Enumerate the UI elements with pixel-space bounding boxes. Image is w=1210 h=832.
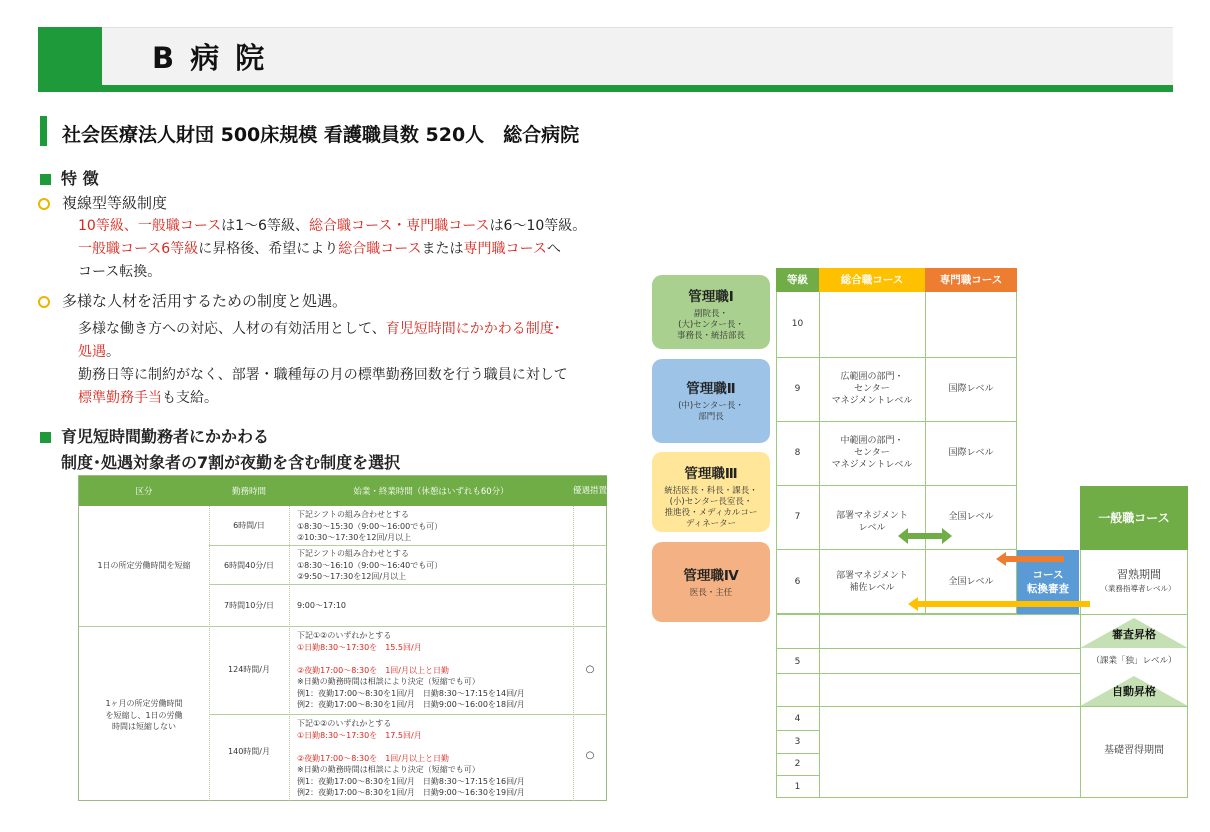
subtitle-accent-bar	[40, 116, 47, 146]
table-header-benefit: 優遇措置	[573, 476, 607, 506]
row2-hours: 6時間40分/日	[224, 561, 274, 570]
g9-specialist-level: 国際レベル	[948, 384, 994, 394]
bidirectional-arrow-icon	[898, 527, 952, 545]
feature-item-1-body: 10等級、一般職コースは1～6等級、総合職コース・専門職コースは6～10等級。 一般職コース6等級に昇格後、希望により総合職コースまたは専門職コースへ コース転換。	[78, 218, 587, 280]
g7-general-level: 部署マネジメント レベル	[836, 511, 908, 533]
feature-item-1-title: 複線型等級制度	[38, 192, 167, 213]
row5-times: 下記①②のいずれかとする ①日勤8:30～17:30を 17.5回/月 ②夜勤17:00～8:30を 1回/月以上と日勤 ※日勤の勤務時間は相談により決定（短縮でも可） 例1：夜勤17:00～8:30を1回/月 日勤8:30～17:15を16回/月 例2：夜勤17:00～8:30を1回/月 日勤9:00～16:30を19回/月	[297, 719, 525, 797]
task-independent-level: （課業「独」レベル）	[1091, 656, 1177, 666]
grade-10: 10	[791, 319, 804, 329]
g9-general-level: 広範囲の部門・ センター マネジメントレベル	[831, 372, 913, 406]
header-specialist-course: 専門職コース	[925, 268, 1017, 292]
row5-hours: 140時間/月	[228, 747, 270, 756]
row4-benefit-mark: ○	[585, 664, 595, 675]
arrow-left-yellow-icon	[908, 597, 1090, 611]
feature-item-2-body: 多様な働き方への対応、人材の有効活用として、育児短時間にかかわる制度･ 処遇。 勤務日等に制約がなく、部署・職種毎の月の標準勤務回数を行う職員に対して 標準勤務手当も支給。	[78, 321, 568, 406]
row5-benefit-mark: ○	[585, 750, 595, 761]
mgmt-box-1: 管理職Ⅰ 副院長・ (大)センター長・ 事務長・統括部長	[652, 275, 770, 349]
g7-specialist-level: 全国レベル	[948, 512, 994, 522]
arrow-left-orange-icon	[996, 552, 1064, 566]
g6-specialist-level: 全国レベル	[948, 577, 994, 587]
row3-hours: 7時間10分/日	[224, 601, 274, 610]
row4-hours: 124時間/月	[228, 665, 270, 674]
header-general-course: 総合職コース	[819, 268, 925, 292]
features-heading: 特 徴	[40, 166, 99, 189]
grade-9: 9	[794, 384, 801, 394]
table-header-hours: 勤務時間	[209, 476, 289, 506]
row3-times: 9:00～17:10	[297, 601, 347, 610]
circle-bullet-icon	[38, 296, 50, 308]
mgmt-box-3: 管理職Ⅲ 統括医長・科長・課長・ (小)センター長室長・ 推進役・メディカルコー ディネーター	[652, 452, 770, 532]
table-header-times: 始業・終業時間（休憩はいずれも60分）	[289, 476, 573, 506]
header-grade: 等級	[776, 268, 819, 292]
circle-bullet-icon	[38, 198, 50, 210]
grade-1: 1	[794, 782, 801, 792]
general-staff-course-title: 一般職コース	[1080, 486, 1188, 550]
mgmt-box-2: 管理職Ⅱ (中)センター長・ 部門長	[652, 359, 770, 443]
review-promotion-label: 審査昇格	[1112, 628, 1156, 641]
header-accent-square	[38, 27, 102, 85]
row1-hours: 6時間/日	[233, 521, 265, 530]
row1-times: 下記シフトの組み合わせとする ①8:30～15:30（9:00～16:00でも可） ②10:30～17:30を12回/月以上	[297, 510, 443, 542]
group-label-daily: 1日の所定労働時間を短縮	[97, 561, 191, 570]
childcare-heading-1: 育児短時間勤務者にかかわる	[40, 424, 269, 447]
mgmt-box-4: 管理職Ⅳ 医長・主任	[652, 542, 770, 622]
basic-acquisition-period: 基礎習得期間	[1104, 745, 1164, 756]
grade-5: 5	[794, 657, 801, 667]
page-title: B 病 院	[152, 41, 268, 75]
auto-promotion-label: 自動昇格	[1112, 685, 1156, 698]
square-bullet-icon	[40, 174, 51, 185]
table-header-category: 区分	[79, 476, 209, 506]
grade-7: 7	[794, 512, 801, 522]
grade-6: 6	[794, 577, 801, 587]
g6-general-level: 部署マネジメント 補佐レベル	[836, 571, 908, 593]
square-bullet-icon	[40, 432, 51, 443]
childcare-heading-2: 制度･処遇対象者の7割が夜勤を含む制度を選択	[61, 453, 401, 472]
g8-general-level: 中範囲の部門・ センター マネジメントレベル	[831, 436, 913, 470]
group-label-monthly: 1ヶ月の所定労働時間 を短縮し、1日の労働 時間は短縮しない	[105, 699, 183, 731]
grade-3: 3	[794, 737, 801, 747]
row4-times: 下記①②のいずれかとする ①日勤8:30～17:30を 15.5回/月 ②夜勤17:00～8:30を 1回/月以上と日勤 ※日勤の勤務時間は相談により決定（短縮でも可） 例1：夜勤17:00～8:30を1回/月 日勤8:30～17:15を14回/月 例2：夜勤17:00～8:30を1回/月 日勤9:00～16:00を18回/月	[297, 631, 525, 709]
grade-8: 8	[794, 448, 801, 458]
proficiency-period: 習熟期間	[1117, 568, 1161, 581]
row2-times: 下記シフトの組み合わせとする ①8:30～16:10（9:00～16:40でも可） ②9:50～17:30を12回/月以上	[297, 549, 443, 581]
proficiency-period-sub: （業務指導者レベル）	[1100, 584, 1176, 593]
hospital-subtitle: 社会医療法人財団 500床規模 看護職員数 520人 総合病院	[62, 124, 580, 146]
course-change-review: コース 転換審査	[1017, 550, 1079, 614]
childcare-schedule-table	[78, 475, 607, 801]
grade-4: 4	[794, 714, 801, 724]
grade-2: 2	[794, 759, 801, 769]
g8-specialist-level: 国際レベル	[948, 448, 994, 458]
feature-item-2-title: 多様な人材を活用するための制度と処遇。	[38, 290, 347, 311]
